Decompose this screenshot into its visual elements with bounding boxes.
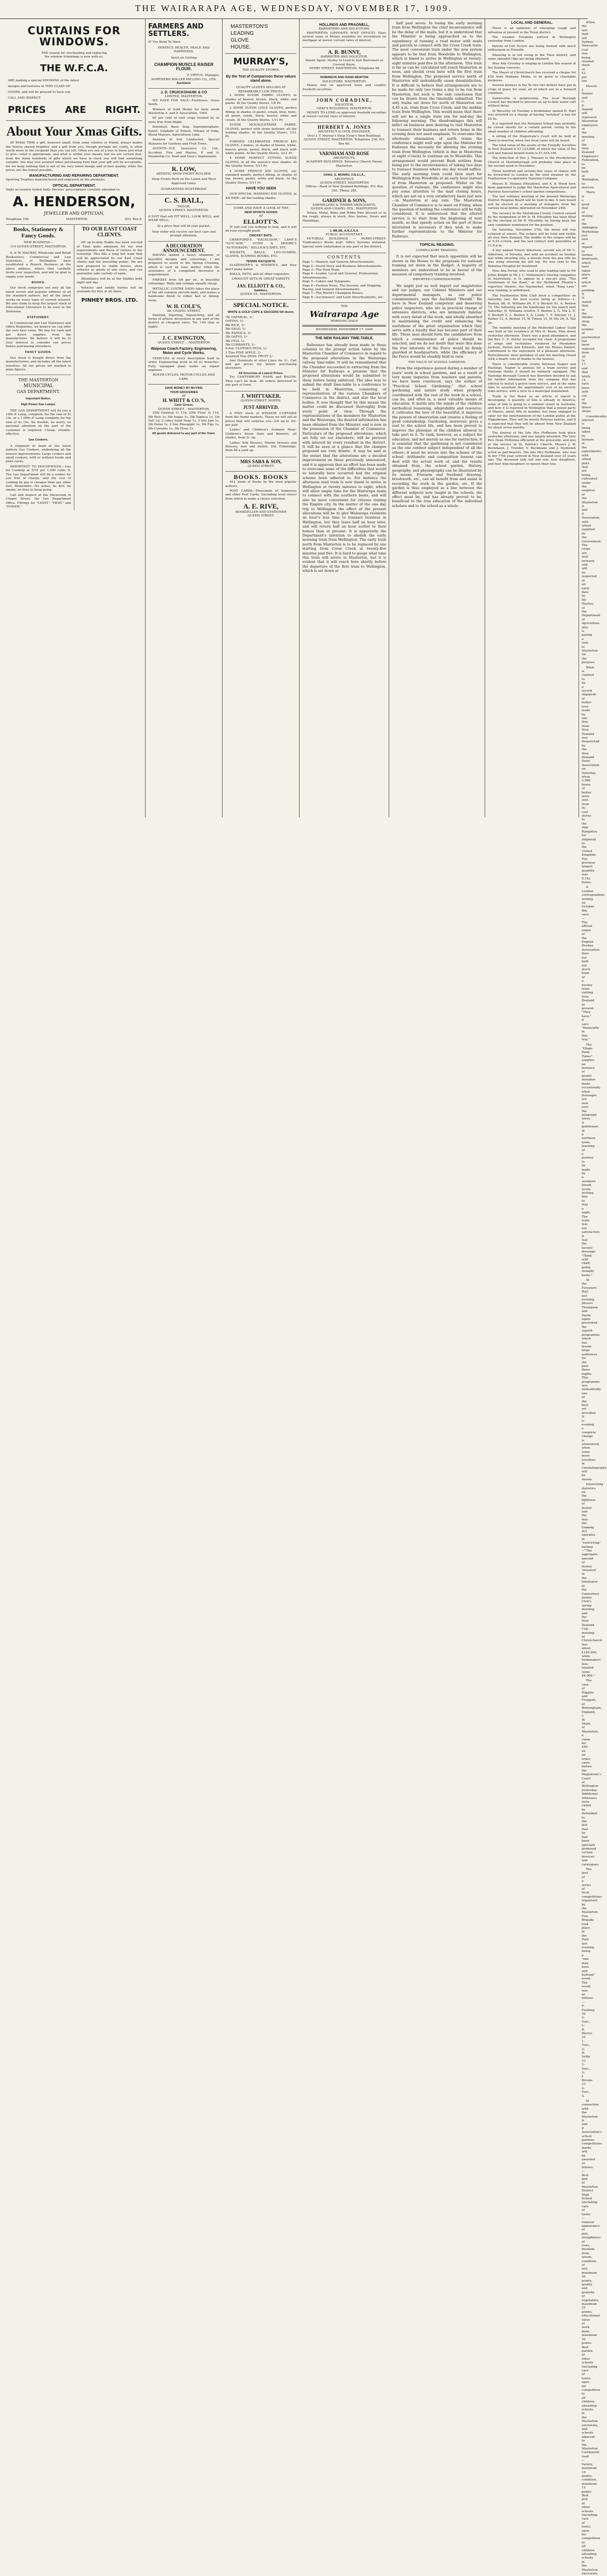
varnham-sub: ARCHITECTS, [333,156,356,160]
whitt-t1: SAVE MONEY BY BUYING [165,387,203,390]
whitt-addr: QUEEN STREET, - MASTERTON. [158,407,210,411]
local-item: Patrols of Girl Scouts are being formed with much enthusiasm in Dunedin. [488,44,576,52]
jones-sub: ARCHITECT & CIVIL-ENGINEER. [317,130,371,134]
monro-p: Offices—Bank of New Zealand Buildings. P.O. Box 106. 'Phone 285. [305,185,383,193]
henderson-contact [6,218,142,222]
pinhey-sig: PINHEY BROS. LTD. [81,298,138,304]
coradine-title: JOHN CORADINE, [316,97,373,103]
murray-q: QUALITY GLOVES SELLING AT REMARKABLY LOW PRICES. [236,86,286,93]
books-p3: In Commercial and Law Stationery and Office Requisites, we believe we can offer the very best value. We buy for cash and get direct supplies from the manufacturer. We believe it will be to your interest to consider our prices before purchasing elsewhere. [6,321,71,349]
low-p1: Shop Fronts Built on the Latest and Most Approved Lines. [151,178,216,185]
rail-body: Reference has already been made in these columns to the prompt action taken by the Masterton Chamber of Commerce in regard to the proposed alterations in the Wairarapa railway time-table. It will be remembered that the Chamber succeeded in extracting from the Minister for Railways a promise that the proposed alterations would be submitted to them before being enforced. The idea was to submit the draft time-table to a conference to be held in Masterton, consisting of representatives of the various Chambers of Commerce in the district, and also the local bodies. It was thought that by this means the matter could be discussed thoroughly from every point of view. Through the representations of the members for Masterton and the Wairarapa, the desired information has been obtained from the Minister, and is now in the possession of the Chamber of Commerce. Particulars of the proposed alterations, which are fully set out elsewhere, will be perused with interest by every resident in the district. It will be seen at a glance that the changes proposed are very drastic. It may be said at the outset that the alterations are a decided improvement on those previously announced, and it is apparent that an effort has been made to overcome some of the difficulties that would so naturally have occurred had the original scheme been adhered to. For instance the afternoon mail train is now timed to arrive in Wellington at twenty minutes to eight, which will allow ample time for the Wairarapa mails to connect with the southern boats, and will also be more convenient for citizens visiting the Empire city. In the matter of the one day trip to Wellington the effect of the present alterations will be to give Wairarapa residents an hour's less time to transact business in Wellington, but they leave half an hour later, and will return half an hour earlier to their homes than at present. It is apparently the Department's intention to abolish the early morning train from Wellington. The early train north from Masterton is to be replaced by one starting from Cross Creek at twenty-five minutes past five. It is hard to gauge what time this train will arrive in Masterton, but it is evident that it will reach here shortly before the departure of the first train to Wellington, which is set down at [302,342,387,573]
elliott-s2: Saddlers, [254,289,268,292]
cruick-p: Bonedust, Basic Slag, Superphosphate, Kainit, Sulphate of Potash, Nitrate of Soda, Blood Manure, Agricultural Lime. [148,126,220,137]
compulsory-title: COMPULSORY TRAINING. [416,249,458,252]
nameplate-date: WEDNESDAY, NOVEMBER 17, 1909 [315,328,373,332]
cruick-p: Winners of Gold Medal for farm seeds Masterton A. and P. Association, 1909. [148,108,220,116]
farmers-l1: IF You Want To Have [148,41,181,44]
farmers-l7: Auckland. [176,81,191,85]
books-h1: BOOKS. [31,281,45,284]
local-item: There is considerable rivalry between Napier and Hastings. Napier is anxious for a tram service and Hastings thinks it should be similarly equipped. The Hastings Borough Council has therefore decided to ask for further information from the company that has offered to install a petrol tram service, and at the same time to ascertain the approximate cost of an electric tram service, with a view to a municipal installation. [488,362,576,394]
mfg-text: Sporting Trophies manufactured and engraved on the premises. [6,178,106,182]
bunny-sub: BARRISTER AND SOLICITOR. [320,55,368,59]
decor-p1: HAVING landed a heavy shipment of beautiful designs and colourings, I am prepared to assist in the Spring Cleaning, which is such an easy matter when the assistance of a competent decorator is requisitioned. [148,254,220,277]
elliott-p5: BALLS, NETS, and all other requisites. [229,272,290,276]
special-head: WHITE & GOLD CUPS & SAUCERS 5/6 dozen. [227,310,294,314]
nameplate-the: THE [341,305,348,309]
local-item: Miss Ada Ferrar, who used to play leading lady to Mr Julius Knight in Mr J. C. Williamson's touring companies in Australasia, is to appear in a one-act play, "The Gentleman of the Road," at the Richmond Theatre's repertory theatre, the Haymarket, when "King Lear," now running, is withdrawn. [488,270,576,293]
murray-sub: THE QUALITY STORES. [242,68,280,72]
curtains-line: ARE making a special SHOWING of the latest [8,79,79,82]
coast-p2: Attendance will be at the Stables both night and day. [76,277,142,285]
gas-t2: MUNICIPAL [23,383,53,389]
topical-p3: From the experience gained during a number of years' work in school gardens, and as a result of very many inquiries from teachers and parents, we have been convinced, says the author of "Practical School Gardening," that school gardening and nature study when properly coordinated with the rest of the work in a school, can be, and often is, a most valuable means of education. It instils into the minds of the children methodical reasoning, adaptability and resource; it cultivates the love of the beautiful; it improves the powers of observation and creates a feeling of good comradeship. Gardening, moreover, gives a zest to the school life, and has been proved to improve the physique of the children allowed to take part in it. To rank, however, as a subject for education, and not merely as one for instruction, it is essential that the gardening is not considered as the one outdoor subject independent of all the others—it must be woven into the scheme of the school. Arithmetic and composition lessons can deal with the actual work of, and the results obtained from, the school garden. History, geography, and physiography can be illustrated by its means. Freearm and freehand drawing, brushwork, etc., can all benefit from and assist in recording the work in the garden, etc. If the garden is thus employed as a line between the different subjects now taught in the schools, the effect must be, and has already proved to be, beneficial to the true education of the individual scholars and to the school as a whole. [392,366,483,508]
whitt-name: H. WHITT & CO.'S, [162,398,205,404]
low-ad [148,164,219,195]
decor-p3: METALLIC LUSTRE DADO takes the place of the old common oilcloth dado, and makes a handsome finish to either hall or dining-room. [148,287,220,302]
ball-sub: TAILOR, [177,205,191,208]
local-item: A boy named Ernest Albertsen, second son of Mr C. Albertsen, of Nireaha, met with an accident on Sunday last while shooting rats, a missile from the pea rifle he was using entering his left leg. He was sent to the Pahiatua Hospital for treatment. [488,249,576,268]
ball-p2: At a price that will fit your pocket. [157,225,211,228]
elliott-p4: SLAZENGER'S & WISDEN'S, and they don't make better. [225,264,297,271]
decor-title: A DECORATION ANNOUNCEMENT. [162,243,205,254]
whitt-sub: Cash Grocer, [174,404,194,407]
curtains-line: designs and textures in THIS CLASS OF [8,84,71,88]
murray-item: 4 DOME PERFECT FITTING SUEDE GLOVES, in all the season's new shades. At the Quality Stores, 5/11 Pr. [225,157,297,168]
rive-name: A. E. RIVE, [243,502,279,511]
bunny-p: Patent Agent. Money to Lend to Suit Borrowers at Current Rates. [305,59,383,66]
elliott-n2: JAS. ELLIOTT & CO., [237,283,285,289]
flour-name: CHAMPION MUSCLE RAISER FLOUR. [154,62,214,71]
columns [3,19,607,2576]
books-nb: NEW BUSINESS— [24,241,53,245]
rive-sub: BOOKSELLER AND STATIONER [235,510,286,514]
whitt-foot: All goods delivered to any part of the Town. [152,432,216,436]
murray-title: MURRAY'S, [233,56,289,67]
local-item: Three hundred and seventy-five cases of cheese will be forwarded to London by the next steamer by the Featherston Co-operative Dairying Company. [488,169,576,181]
low-p2: GUARANTEED DUST-PROOF. [160,187,207,191]
gardner-ad [302,196,386,227]
gas-t1: THE MASTERTON [18,377,59,382]
gardner-p: Totara, Matai, Rimu and White Pine dressed or in the rough, always in stock. Also Sashes, Doors and Mouldings. [302,211,387,223]
local-item: A sitting of the Magistrate's Court will be held at Tenui to-morrow, when two local cases will be heard. [488,135,576,142]
elliott-name: ELLIOTT'S. [243,218,279,226]
special-item: OATINA, 1/- [225,320,244,323]
ball-p3: Your order will receive our best care and prompt attention. [152,230,216,238]
ewington-addr: QUEEN STREET . . MASTERTON [158,341,210,345]
books-ad [6,225,74,510]
decor-p2: FRIEZES from 5/6 per yd., in beautiful colourings. Walls and ceilings equally cheap. [148,278,220,286]
column-2 [146,19,223,817]
rive-ad [225,472,296,518]
xmas-ad [6,121,142,225]
farmers-t2: SETTLERS. [148,30,189,38]
henderson-box: [P.O. Box 8. [124,217,142,221]
coast-ad [74,225,143,510]
local-item: The vacancy in the Eketahuna County Council caused by the resignation of Mr D. M. Pitcaithly has been filled by the election of Mr R. Pilcaithly, he having been the only candidate nominated for the position. [488,212,576,227]
cole-name: W. H. COLE'S, [166,304,201,310]
special-f: Assorted Tins DESS. FRUIT 1/- [225,355,274,359]
curtains-ad [6,21,142,121]
cole-addr: 28, CHAPEL STREET. [167,310,201,313]
books-p2: Our stock comprises not only all the latest novels and popular editions of all the standard authors, but all the latest works on every topic of current interest. We also claim to keep the largest stock of Educational Literature to be seen in the Dominion. [6,286,71,313]
special-item: 2 Tins PINE APPLE, 1/- [225,351,262,355]
elliott-a2: QUEEN ST., MASTERTON. [240,293,282,296]
contents-item: Page 8—Auctioneers' and Land Advertisements, etc. [302,295,384,299]
coast-p3: Vehicles and saddle horses will be available for hire at all times. [76,286,142,294]
topical-title: TOPICAL READING. [419,243,455,247]
whitt-p: 25lb Oatmeal 1s 11d, 25lb Flour 3s 11d, 5lb Rice 1s, 5lb Sugar 1s, 5lb Tapioca 1s, 1lb Salt 1d, 2 cakes Sand Soap 1s, 3 tins Jam 1s, 2lb Dates 1s, 2 tins Pineapple 1s, 3lb Figs 1s, 5lb Currants 1s, 3lb Flour 1s. [148,411,220,430]
special-title: SPECIAL NOTICE. [233,301,289,309]
glove-t1: MASTERTON'S [230,24,268,30]
glove-t2: LEADING [230,31,254,36]
local-item: Several farmers in the Te Ore Ore district have put in crops of grass for seed, all of which are in a forward condition. [488,84,576,95]
coradine-ad [302,96,386,123]
contents-item: Page 4—Leader, Local and General, Professional Advertisements. [302,272,378,280]
varnham-title: VARNHAM AND ROSE [319,151,370,156]
cruick-sub: LIMITED, MASTERTON. [165,95,203,99]
local-item: The induction of Rev. J. Tennant to the Presbyterian Church at Martinborough will probably take place in the second week in December. [488,157,576,168]
nameplate-sub: MORNING DAILY [330,319,359,323]
curtains-line: GOODS, and will be pleased to have you [8,90,71,94]
murray-hy: HAVE YOU SEEN [246,187,276,191]
low-sub: ARTISTIC SHOP FRONT BUILDER. [156,172,212,176]
local-item: The last ordinary meeting of the present Wairarapa District Hospital Board will be held to-day. A new board will be elected at a meeting of delegates from the various local bodies interested on November 24th. [488,195,576,210]
contents-item: Page 7—The World's Champion Boxers. [302,292,364,295]
local-item: The Mayor of Christchurch has received a cheque for £50 from Madame Melba, to be given to charitable purposes. [488,71,576,82]
elliott-p1: IT will cost you nothing to look, and it will do your eyesight good. [225,225,297,233]
contents-item: Page 1—Wanted, and General Advertisements. [302,261,375,264]
whittaker-just: JUST ARRIVED. [243,404,279,410]
special-item: 5lb SAGO, 1/- [225,328,246,331]
whittaker-addr: QUEEN-STREET, NORTH. [240,399,282,403]
wfca-title: THE W.F.C.A. [40,62,108,74]
bunny-ad [302,47,386,74]
varnham-ad [302,149,386,171]
hollings-ad [302,21,386,47]
local-general-title: LOCAL AND GENERAL. [511,21,553,25]
curtains-line: the window trimmings is now with us. [44,55,104,59]
murray-cmp: By the Test of Comparison these values stand alone. [226,75,296,83]
mfg-heading: MANUFACTURING AND REPAIRING DEPARTMENT. [29,174,119,178]
whitt-at: AT [181,395,186,398]
special-p2: Try CANTERBURY HAMS and BACON. They can't be beat. All orders delivered to any part of town. [225,376,297,387]
elliott-l1: COME AND HAVE A LOOK AT THE [233,207,289,210]
cruick-p: Analysis of Soil Conducted. Special Manures for Gardens and Fruit Trees. [148,138,220,146]
saba-name: MRS SABA & SON, [240,458,282,464]
murray-item: 4 DOME FRENCH KID GLOVES, our standard quality, perfect fitting, in shades of tan, brown, pastel, white and black. At the Quality Stores, 5/11 Pr. [225,169,297,185]
monro-sub: ARCHITECT, [334,177,354,181]
local-item: The steamer Turakina arrived in Wellington yesterday from London. [488,35,576,43]
rive-p2: POST CARDS—Thousands of humorous and other Post Cards, (including local views) from which to make a choice selection. [225,490,297,501]
low-title: R. LOW, [171,165,196,173]
prices-title: PRICES ARE RIGHT. [7,104,141,116]
decor-p4: Painting, Papering, Signwriting, and all forms of artistic decoration in any part of the district at cheapest rates. Tel. 149 (day or night). [148,313,220,329]
column-4 [300,19,389,817]
murray-item: 2 DOME SUEDE FABRIC GLOVES, in shades of beaver, brown, black, white and pastel. At the Quality Stores, 1/6 Pr. [225,94,297,106]
farmers-l2: PERFECT, HEALTH, PEACE AND HAPPINESS, [158,46,210,54]
ewington-p1: VEHICLES of every description built to order. Engineering work in all its branches. Fully equipped plant under an expert engineer. [148,357,220,372]
farmers-ad [148,21,219,89]
milne-p: FA'TORIAL BUILDINGS — PERRY-STREET. Tradesmen's Books kept. Office Systems installed. Special work undertaken in any part of the district. [302,237,387,248]
ewington-ad [148,333,219,385]
jones-title: HERBERT A. JONES [317,125,371,130]
cruick-p: AGENTS—N.Z. Insurance Co. Ltd., Accident, Fire and Marine. P. and O. Steamship Co. Seed and Grey's Implements. [148,147,220,159]
farmers-l3: Insist on Getting [171,56,197,60]
special-item: 7lb OATMEAL, 1/- [225,316,254,320]
contents-title: CONTENTS [327,255,362,260]
varnham-addr: ACADEMY BUILDINGS, Entrance Church Street, Masterton. [306,160,383,168]
curtains-line: THE season for overhauling and replacing [41,52,107,55]
books-h3: FANCY GOODS. [25,351,52,355]
local-item: It is reported that the Matahiwi School may probably be closed shortly for a certain period, owing to the small number of children attending. [488,122,576,133]
column-1 [3,19,146,817]
saba-addr: QUEEN STREET. [247,464,275,468]
books-title: BOOKS. BOOKS [234,473,288,481]
elliott-h2: TENNIS RACQUETS. [246,260,276,263]
gardner-title: GARDNER & SONS, [322,198,367,204]
glove-t3: GLOVE [230,37,249,43]
coradine-p: MONEY TO LEND on approved freehold securities at lowest current rates of interest. [302,111,387,119]
hollings-sub: BARRISTERS AND SOLICITORS. [319,27,370,31]
books-addr: 110 QUEEN-STREET, MASTERTON. [10,245,67,248]
cruick-p: WE HAVE FOR SALE—Fertilisers, Grass Seeds. [148,99,220,107]
local-item: Miss Ada Crossley is singing in London this season at the Sunday concerts. [488,62,576,70]
murray-sw: OUR SPECIAL WASHING KID GLOVES, at 4/6 PAIR—all the leading shades. [225,193,297,200]
ball-ad [148,195,219,241]
jones-addr: Over J. T. Murray's Shop (Gray's New Building). QUEEN STREET, MASTERTON. Telephone 336. P.O. Box 60. [304,134,385,146]
farmers-t1: FARMERS AND [148,23,204,31]
column-6 [485,19,579,817]
local-item: The monthly meeting of the Methodist Ladies' Guild was held at the residence of Mrs H. Beale, Pine street yesterday afternoon. There was a good attendance, and the Rev. C. E. Porter occupied the chair. A programme of songs and recitations rendered by Mesdames Jackson, Parton and Edwards, and the Misses Daniell, contributed to the enjoyment of a pleasant afternoon. Refreshments were partaken of and the meeting closed with a hearty vote of thanks to the hostess. [488,326,576,361]
rive-addr: QUEEN STREET. [247,514,275,518]
glove-t4: HOUSE. [230,44,251,50]
henderson-name: A. HENDERSON, [13,194,136,210]
local-item: The total value of the assets of the Friendly Societies in New Zealand is £1,123,886, of which the value of the sick and funeral benefit funds is £1,034,196. [488,144,576,155]
robinson-ad [302,74,386,96]
glove-house-ad [225,21,296,54]
imported-title: IMPORTED COMMISSIONERS. [412,278,462,282]
curtains-title: CURTAINS FOR WINDOWS. [27,24,121,48]
cruick-title: J. D. CRUICKSHANK & CO [160,91,207,95]
murray-ad [225,54,296,205]
cruick-p: 90 per cent of root crops treated by us were true from blight. [148,117,220,124]
monro-title: CHAS. G. MONRO, F.N.Z.I.A., [323,174,365,177]
contents-item: Page 3—The Next Train. [302,269,341,272]
coradine-addr: GRAY'S BUILDINGS, MASTERTON. [316,107,372,111]
local-item: Shearing is in full swing in the Tinui district, and some splendid clips are being obtained. [488,53,576,61]
elliott-at: AT [258,214,263,218]
gardens-title: THE VALUE OF SCHOOL GARDENS. [408,360,466,364]
decoration-ad [148,242,219,334]
henderson-town: MASTERTON. [66,217,89,221]
elliott-p6: CROQUET SETS IN GREAT VARIETY. [232,277,291,281]
monro-ad [302,171,386,196]
special-p: And Hundreds of other Lines for 1/-. Call and get prices list before purchasing elsewhere. [225,359,297,370]
contents-item: Page 5—Cables and Telegrams. [302,280,351,284]
whittaker-p3: Ladies' Silk Blouses, Muslin Dresses and Blouses, new and stylish. Hat Trimmings, from 6d a yard up. [225,441,297,453]
milne-ad [302,227,386,253]
local-item: Trade in the Boast as an article of export is developing. A quantity of him is already in America, some of him is going to a summer resort in Australia, and now it is reported in Wellington that a mixed party of Maoris, about fifty in number, has been engaged to cater for the entertainment of the London public at the Hippodrome. They will be mostly Rotorua natives, and it is expected that they will be absent from New Zealand for about seven months. [488,395,576,430]
whittaker-p: A FINE stock of WINDOW CURTAINS from the Home markets. These we will sell at prices that will surprise you—2/6 up to 30/- per pair. [225,411,297,427]
rail-continued: half past seven. In losing the early morning train from Wellington the chief inconvenience will be the delay of the mails, but it is understood that the Minister is being approached as to the expediency of running a road motor with mails and parcels to connect with the Cross Creek train. The most convenient train under the new system appears to be that from Woodville to Wellington, which is timed to arrive in Wellington at twenty-eight minutes past five in the afternoon. This train is far as can be calculated will reach Masterton at noon, and should cross here with the first train from Wellington. The proposed service north of Masterton will undoubtedly cause dissatisfaction. It is difficult to believe that arrangements are to be made for only two trains a day to be run from Masterton, but such is the only conclusion that can be drawn from the timetable submitted. The only trains set down for north of Masterton are 4.45 a.m. train from Cross Creek, and the midday train from Wellington. This would mean that there will not be a single train run for mid-day the following morning. The disadvantages this will inflict on business men desiring to visit Masterton to transact their business and return home in the evening does not need emphasis. To overcome this wholesale elimination of north trains the conference might well urge upon the Minister for Railways the necessity for allowing the evening train from Wellington (which is due in Masterton at eight o'clock) to continue on to Woodville. This arrangement would prevent Bush settlers from being put to the inconvenience of taking two days to transact business where one day would suffice. The early morning train could then start for Wellington from Woodville at an early hour instead of from Masterton as proposed. Whilst on the question of railways, the conference might also pay some attention to the mail closing hours, which are not on a very satisfactory basis just now—in Masterton at any rate. The Masterton Chamber of Commerce is to meet on Friday, when the question of holding the conference will be fully considered. It is understood that the altered service is to start from the beginning of next month, so that speedy action on the part of those interested is necessary if they wish to make further representations to the Minister for Railways. [392,21,483,238]
local-item: Messrs H. Holmes (Matahiwi), and A. B. Wood have been appointed to judge the Masterton Agricultural and Pastoral Association's school garden competitions. [488,182,576,194]
elliott-ad [225,205,296,300]
coast-title: TO OUR EAST COAST CLIENTS. [82,226,137,238]
elliott-h1: CRICKET BATS. [249,234,273,238]
local-item: Dannevirke is progressing. The local Borough Council has decided to procure an up-to-date water cart without delay. [488,97,576,108]
nameplate-title: Wairarapa Age [310,309,379,319]
local-item: On Saturday, November 27th, the moon will rise eclipsed at sunset. The eclipse will be total and visible all over New Zealand. The middle of the eclipse will be at 8.25 o'clock, and the last contact with penumbra at 11.8 p.m. [488,228,576,247]
contents [302,253,386,303]
murray-item: SUEDE MOUSQUETAIRE FABRIC GLOVES, perfect with dome fastener, all the leading shades. At the Quality Stores, 1/11 Pr. [225,123,297,139]
local-item: There is an epidemic of whooping cough and influenza at present in the Tenui district. [488,27,576,34]
special-item: 5lb CURRANTS, 1/- [225,343,256,347]
xmas-title: About Your Xmas Gifts. [6,124,142,139]
local-item: The Featherston Rifle Club fired a competition on Saturday last, the best scores being as follows:—L. Benton, 88, H. Williams 84, F. V. Beckett 81, A. Benton 74. The following are the handicaps for the match next Saturday: H. Williams scratch, T. Benton 2, G. Nix 2, R. V. Beckett 5, L. Benton 5, A. Lundy 7, T. Sinclair 11, J. Parker 12, A. Benton 15, W. Tinney 15, W. Nix 20, A. Tait 20. [488,294,576,325]
murray-item: 2 DOME SUEDE LISLE GLOVES, perfect fitting, in shades of pastel, cream, blue, helio, all green, suede, black, beaver, white and cream. At the Quality Stores, 1/11 Pr. [225,107,297,122]
elliott-l2: NEW SPORTS GOODS [244,210,277,214]
optical-text: Sight accurately tested daily. Doctors' prescriptions carefully attended to. [6,188,121,191]
henderson-trade: JEWELLER AND OPTICIAN, [44,210,104,216]
curtains-line: CALL AND INSPECT. [8,96,41,100]
gardner-addr: QUEEN AND CHAPEL STS., MASTERTON. [311,207,378,211]
special-item: 8 doz. CLOTHES PEGS, 1/- [225,347,267,351]
gas-p1: THE GAS DEPARTMENT will fix you a 100c.P. Lamp, complete, for the sum of 2s 10s, or a 1,000c.P. Lamp complete for the sum of 4s 10s. No trouble, no worry, no personal attention on the part of the customer is required. Cheap, reliable, effective. [6,409,71,436]
bunny-addr: PERRY STREET, MASTERTON. Telephone 68 [309,66,380,70]
contents-item: Page 2—Social Story and Business Advertisements. [302,264,382,268]
topical-p2: We might just as well import our magistrates and our judges, our Cabinet Ministers and our departmental managers, as our police commissioners, says the Auckland "Herald." We have in New Zealand competent and deserving police inspectors, who are in practical charge of extensive districts, who are intimately familiar with every detail of the work, and wholly absorbed in maintaining the credit and enhancing the usefulness of the great organisation which they serve with a loyalty that has become part of their life. These men should form the candidature from which a commissioner of police should be selected, and we do not doubt that were this done the true interests of the Force would be firmly guarded at headquarters, while the efficiency of the Force would be steadily held in view. [392,283,483,359]
special-item: 3lb DATES, 1/- [225,336,248,339]
gas-n2: High Power Gas Lamps. [21,403,56,407]
robinson-p: Money lent on approved town and country freehold securities. [302,84,387,91]
books-p1: S. & W. MACKAY, Wholesale and Retail Booksellers, Commercial and Law Stationers, of Wellington, have established a Branch Business at the above address, where they cordially invite your inspection, and will be glad to supply your needs. [6,252,71,279]
books-p4: Our stock is bought direct from the manufacturers, and includes all the latest novelties. All our prices are marked in plain figures. [6,356,71,372]
books-h2: STATIONERY. [27,316,50,320]
local-item: The funeral of the late Mrs Hoffmann took place yesterday afternoon, and was largely attended. The Very Rev. Dean McKenna officiated at the graveside, and also at the service in St. Patrick's Church. Messrs J. W. Beckmann, J. Trender, V. Beckmann and J. Siemonek acted as pall-bearers. The late Mrs Hoffmann, who was in her 77th year, arrived in New Zealand over 25 years ago. The deceased lady left one son, four daughters, and four step-daughters to mourn their loss. [488,431,576,466]
elliott-p3: WICKETS, BALLS, LEG-GUARDS, GLOVES, SCORING BOOKS, ETC. [225,251,297,258]
murray-item: FOWNES' CELEBRATED FRENCH KID GLOVES, 2 domes, in shades of brown, white, beaver, green, pastel, black, and black with white points. At the Quality Stores, 3/11 Pr. [225,140,297,155]
cruickshank-ad [148,89,219,163]
contents-item: Page 6—Fashion News, The Session, and Shipping, Racing, and General Advertisements. [302,284,382,292]
special-item: 8lb RICE, 1/- [225,323,245,327]
gas-p4: Call and inspect at the Showroom in Chapel Street, the Gas Department Office. Fittings for "LIGHT," "HEAT," and "POWER." [6,493,71,509]
coradine-sub: SOLICITOR, [334,103,354,107]
special-g: All Groceries at Lowest Prices. [238,371,284,375]
whitt-t2: YOUR GROCERIES [170,390,198,394]
jones-ad [302,123,386,149]
column-7: When the last mail left Sydney, Newcastle coal was being retailed there at £3 per ton. Messrs J. Hunter and C. E. Daniell will represent Masterton employers at the meeting of the New Zealand Employers' Federation, to be held at Wellington, to-morrow. There is a good deal of feeling at the Addington Workshops just now in regard to further dismissals, which have taken place, and which are pending. It is stated that, in the Smiths' shop, the number of journeymen has been reduced from 45 to 17, and that lately, 14 have been sent out of the fitters' shops. Considerable interest is being taken by farmers in the experiments, with wheat plots that are being cultivated under the auspices of the Masterton A. and P. Association, with wheat supplied by the Government. The crops are well forward, and will be inspected at an early date by Mr Haylies, of the Department of Agriculture, who is paying a visit to Masterton for the purpose. What is claimed to be a record shipment of butter ever made by one firm from New Zealand was despatched by the New Zealand Dairy Association on Saturday, when 5,986 boxes of butter were sent from its cool stores to the ship Rangatira for shipment to the United Kingdom. The previous largest quantity was 5,142 boxes. A London correspondent, writing on October 8th, says:—The official organ of the English Hockey Association does not hold out much hope of a hockey team visiting New Zealand at present. "They have," it says, "financially in this way." The "Otago Daily Times" supplies an instance of quaint mistakes made occasionally when messages are sent over the telegraph wires. A gentleman in a northern town, learning of a journey to be made by a southern friend, wrote inviting him to stay a night. The reply was not satisfactory. It was the laconic message: "Think sold chaff; going straight home." At the Foresters' Hall last evening, Messrs Thompson and Payne again presented the superb programme which has drawn large audiences for the past three nights. This programme was undoubtedly one of the best yet provided. It is evening a complete change is announced, when some more novelties in cinematography will be shown. Interesting statistics on the lightness of money and the way the Gaming Act operates in "restricting" betting—"The aggregate amount of money 'invested' in the totalisator at the Canterbury Jockey Club's spring meeting and the New Zealand Cup meeting at Christchurch was about £185,000, while bookmakers' fees totalled some £6,000." The case of Higgins and Froggatt, of Birmingham, England, v. W. Shaw, of Masterton, a claim for £90 on an order, came before the Magistrate's Court at Wellington yesterday. Additional witnesses were called by defendant to the fact that he had been specially promised certain invoices and catalogues. The first of a series of local competitions organised by the Masterton Fire Brigade took place in the Park last evening, being a "one man hose and hydrant" event. The result was as follows:—F. Fielding 30 2-5sec., 1; R. Morris 32 1-5sec., 2; H. Selby 33 3-5sec., 3; J. Brooks 33 4-5sec., 4. In connection with the Masterton A. and P. Association's school gardens competitions marks will be awarded as follows:—Best plot at Masterton District High School (including care of tools)—General appearance of plot, straightness of rows, freedom from weeds, condition of soil, maximum 30 points; quality and quantity of vegetables, maximum 35 points; educational value of work done, maximum 30 points. Best garden at other schools (including care of tools), open for competition to all children attending schools in the Masterton electorate, and schools adjacent to the Masterton Castlepoint road—Variety, maximum 10 points; condition, maximum 15 points. Best plot at other schools (including care of tools), open for competition to all children attending schools in the Masterton electorate. [582,21,607,2576]
gas-n3: Gas Cookers. [28,438,49,442]
ewington-head: Waipoua Coach Factory, Engineering, Motor and Cycle Works. [150,347,217,355]
farmers-l6: NORTHERN ROLLER MILLING CO., LTD. [151,78,217,81]
column-5 [389,19,485,817]
optical-heading: OPTICAL DEPARTMENT. [52,184,96,188]
whittaker-name: J. WHITTAKER. [241,394,281,400]
hollings-p: MASTERTON (OPPOSITE POST OFFICE). Have several sums of Money available for investment on mortgage at lowest current rates of interest. [302,31,387,43]
whitt-ad [148,385,219,436]
robinson-title: ROBINSON AND HAND-NEWTON [320,76,369,80]
ewington-p2: ROVER CYCLES, MOTOR CYCLES AND CARS. [152,374,215,381]
local-item: At Waverley on Tuesday a bookmaker named H. Hart was arrested on a charge of having "welshed" a boy for £5 5s. [488,109,576,121]
column-3 [223,19,300,817]
bunny-title: A. R. BUNNY, [328,49,361,55]
gas-n1: Important Notice. [25,397,51,400]
hollings-title: HOLLINGS AND PRAGNELL, [319,23,370,27]
robinson-sub: SOLICITORS, MASTERTON. [322,80,367,83]
masthead: THE WAIRARAPA AGE, WEDNESDAY, NOVEMBER 17, 1909. [0,3,587,19]
rail-title: THE NEW RAILWAY TIME-TABLE. [315,337,374,341]
special-item: 3lb FIGS, 1/- [225,339,245,343]
ball-addr: QUEEN STREET, MASTERTON. [159,209,209,213]
coast-p1: AN up-to-date Stable has been erected at Tinui quite adequate for our own requirements and those of visitors to the township. This fills a long felt want that will be appreciated by our East Coast clients and the travelling public. We are now prepared to stable horses, store vehicles or goods of any class, and can guarantee safe custody of same. [76,241,142,276]
henderson-tel: Telephone 106. [6,217,30,221]
ball-p1: A SUIT that will FIT WELL, LOOK WELL, and WEAR WELL, [148,215,219,222]
books-title: Books, Stationery & Fancy Goods. [13,226,64,240]
gas-p2: A shipment to hand of the latest pattern Gas Cookers, embodying all the newest improvements. Large cookers and small cookers, with or without hoods and plate racks. [6,444,71,464]
special-item: 5lb TAPIOCA, 1/- [225,331,252,335]
gardner-sub: SAWMILLERS & TIMBER MERCHANTS, [312,204,377,207]
whittaker-p2: Ladies' and Children's Summer Wear; Children's Straw Hats and Bonnets, all shades, from 2/- up. [225,428,297,440]
topical-p1: It is not expected that much opposition will be shown in the House to the proposals for national training set down in the Budget. A majority of members are understood to be in favour of the measure of compulsory training involved. [392,254,483,277]
ewington-name: J. C. EWINGTON, [162,336,206,342]
ball-title: C. S. BALL, [164,197,204,205]
whittaker-ad [225,391,296,457]
milne-title: J. MILNE, A.N.Z.A.A. [330,229,359,233]
monro-addr: QUEEN-STREET, MASTERTON [320,181,369,185]
gas-p3: IMPORTANT TO HOUSEWIVES.—Gas for Cooking at 5/10 per 1,000 cubic ft. The Gas Department will fix a cooker for you free of charge, and the cost of cooking by gas is cheaper than any other fuel. Remember—No ashes, no dirt, no smoke, no fires to keep going. [6,465,71,492]
gas-t3: GAS DEPARTMENT. [16,389,60,394]
xmas-body: AT XMAS TIME a gift, however small, from some relative or friend, always makes the festive season brighter, and a gift from you, though perhaps not costly, is often worth more to the recipient than you can tell. Often you see at a loss to know just what to give—what is appropriate, and what is within your means, but we are certain that, from the many hundreds of gifts which we have in stock you will find something suitable. You may rest assured when purchasing here that your gift will be acceptable, for we keep nothing that is not of the very latest design and of best quality, while the prices are the lowest possible. [6,141,142,172]
special-notice-ad [225,300,296,391]
elliott-p2: CRAWFORD'S "EXCELSIOR," LANE'S "GUV'-SOR," GUNN & MOORE'S "AUTOGRAPH," KELLICK'S BATS, ETC. [225,238,297,250]
milne-sub: PUBLIC ACCOUNTANT. [325,233,363,237]
paper-nameplate [302,303,386,573]
col1-lower [6,225,142,510]
rive-p: ALL kinds of Books by the most popular authors. [225,481,297,488]
saba-ad [225,457,296,472]
farmers-l5: P. VIRTUE, Manager. [187,74,220,78]
